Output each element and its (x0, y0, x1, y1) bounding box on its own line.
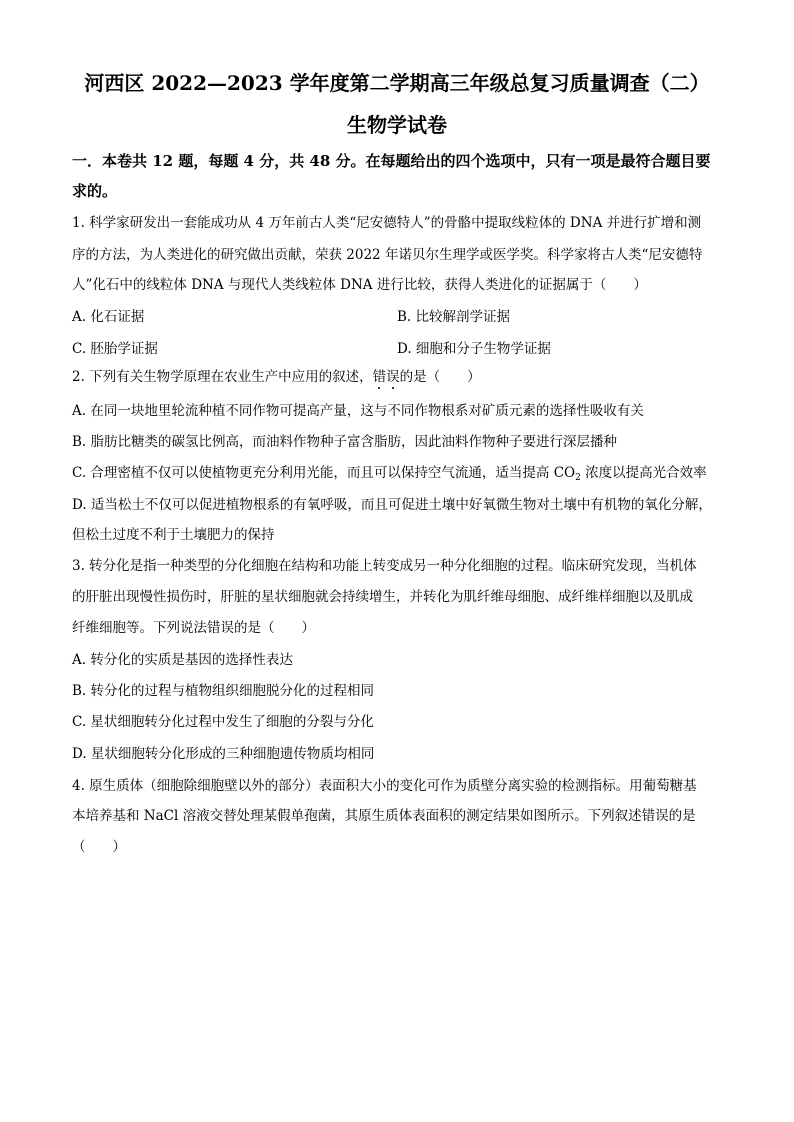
q3-stem-line3: 纤维细胞等。下列说法错误的是（ ） (72, 620, 315, 636)
q3-option-b: B. 转分化的过程与植物组织细胞脱分化的过程相同 (72, 683, 375, 699)
q3-option-d: D. 星状细胞转分化形成的三种细胞遗传物质均相同 (72, 746, 375, 762)
q2-option-d-line1: D. 适当松土不仅可以促进植物根系的有氧呼吸，而且可促进土壤中好氧微生物对土壤中有机物的氧化分解， (72, 497, 712, 513)
q1-stem-line1: 1. 科学家研发出一套能成功从 4 万年前古人类“尼安德特人”的骨骼中提取线粒体的 DNA 并进行扩增和测 (72, 215, 702, 231)
q1-option-a: A. 化石证据 (72, 309, 145, 325)
section-heading-cont: 求的。 (72, 182, 118, 200)
q1-option-d: D. 细胞和分子生物学证据 (397, 341, 551, 357)
q3-option-c: C. 星状细胞转分化过程中发生了细胞的分裂与分化 (72, 714, 374, 730)
q2-stem (72, 368, 481, 386)
q1-option-b: B. 比较解剖学证据 (397, 309, 511, 325)
q2-option-d-line2: 但松土过度不利于土壤肥力的保持 (72, 527, 275, 543)
q2-option-c-text: C. 合理密植不仅可以使植物更充分利用光能，而且可以保持空气流通，适当提高 CO (72, 465, 576, 481)
q2-emphasis-char-1: 错 (372, 369, 387, 385)
exam-title: 河西区 2022—2023 学年度第二学期高三年级总复习质量调查（二） (84, 71, 710, 95)
q2-option-a: A. 在同一块地里轮流种植不同作物可提高产量，这与不同作物根系对矿质元素的选择性吸收有关 (72, 403, 644, 419)
q2-stem-text: 2. 下列有关生物学原理在农业生产中应用的叙述， (72, 369, 373, 385)
q1-stem-line3: 人”化石中的线粒体 DNA 与现代人类线粒体 DNA 进行比较，获得人类进化的证据属于（ ） (72, 277, 647, 293)
q1-stem-line2: 序的方法，为人类进化的研究做出贡献，荣获 2022 年诺贝尔生理学或医学奖。科学家将古人类“尼安德特 (72, 247, 703, 263)
q2-option-c-tail: 浓度以提高光合效率 (580, 465, 707, 481)
q2-emphasis-char-2: 误 (386, 369, 400, 385)
q4-stem-line2: 本培养基和 NaCl 溶液交替处理某假单孢菌，其原生质体表面积的测定结果如图所示。下列叙述错误的是 (72, 808, 696, 824)
q3-stem-line1: 3. 转分化是指一种类型的分化细胞在结构和功能上转变成另一种分化细胞的过程。临床研究发现，当机体 (72, 558, 697, 574)
exam-subtitle: 生物学试卷 (347, 113, 447, 137)
q3-option-a: A. 转分化的实质是基因的选择性表达 (72, 652, 293, 668)
q4-stem-line1: 4. 原生质体（细胞除细胞壁以外的部分）表面积大小的变化可作为质壁分离实验的检测指标。用葡萄糖基 (72, 778, 697, 794)
section-heading: 一．本卷共 12 题，每题 4 分，共 48 分。在每题给出的四个选项中，只有一项是最符合题目要 (72, 152, 711, 170)
q1-option-c: C. 胚胎学证据 (72, 341, 158, 357)
q2-option-b: B. 脂肪比糖类的碳氢比例高，而油料作物种子富含脂肪，因此油料作物种子要进行深层播种 (72, 434, 618, 450)
q2-stem-tail: 的是（ ） (399, 369, 481, 385)
q3-stem-line2: 的肝脏出现慢性损伤时，肝脏的星状细胞就会持续增生，并转化为肌纤维母细胞、成纤维样细胞以及肌成 (72, 589, 693, 605)
q2-option-c-subscript: 2 (575, 473, 581, 483)
q2-option-c (72, 464, 707, 482)
q4-stem-line3: （ ） (72, 839, 126, 855)
